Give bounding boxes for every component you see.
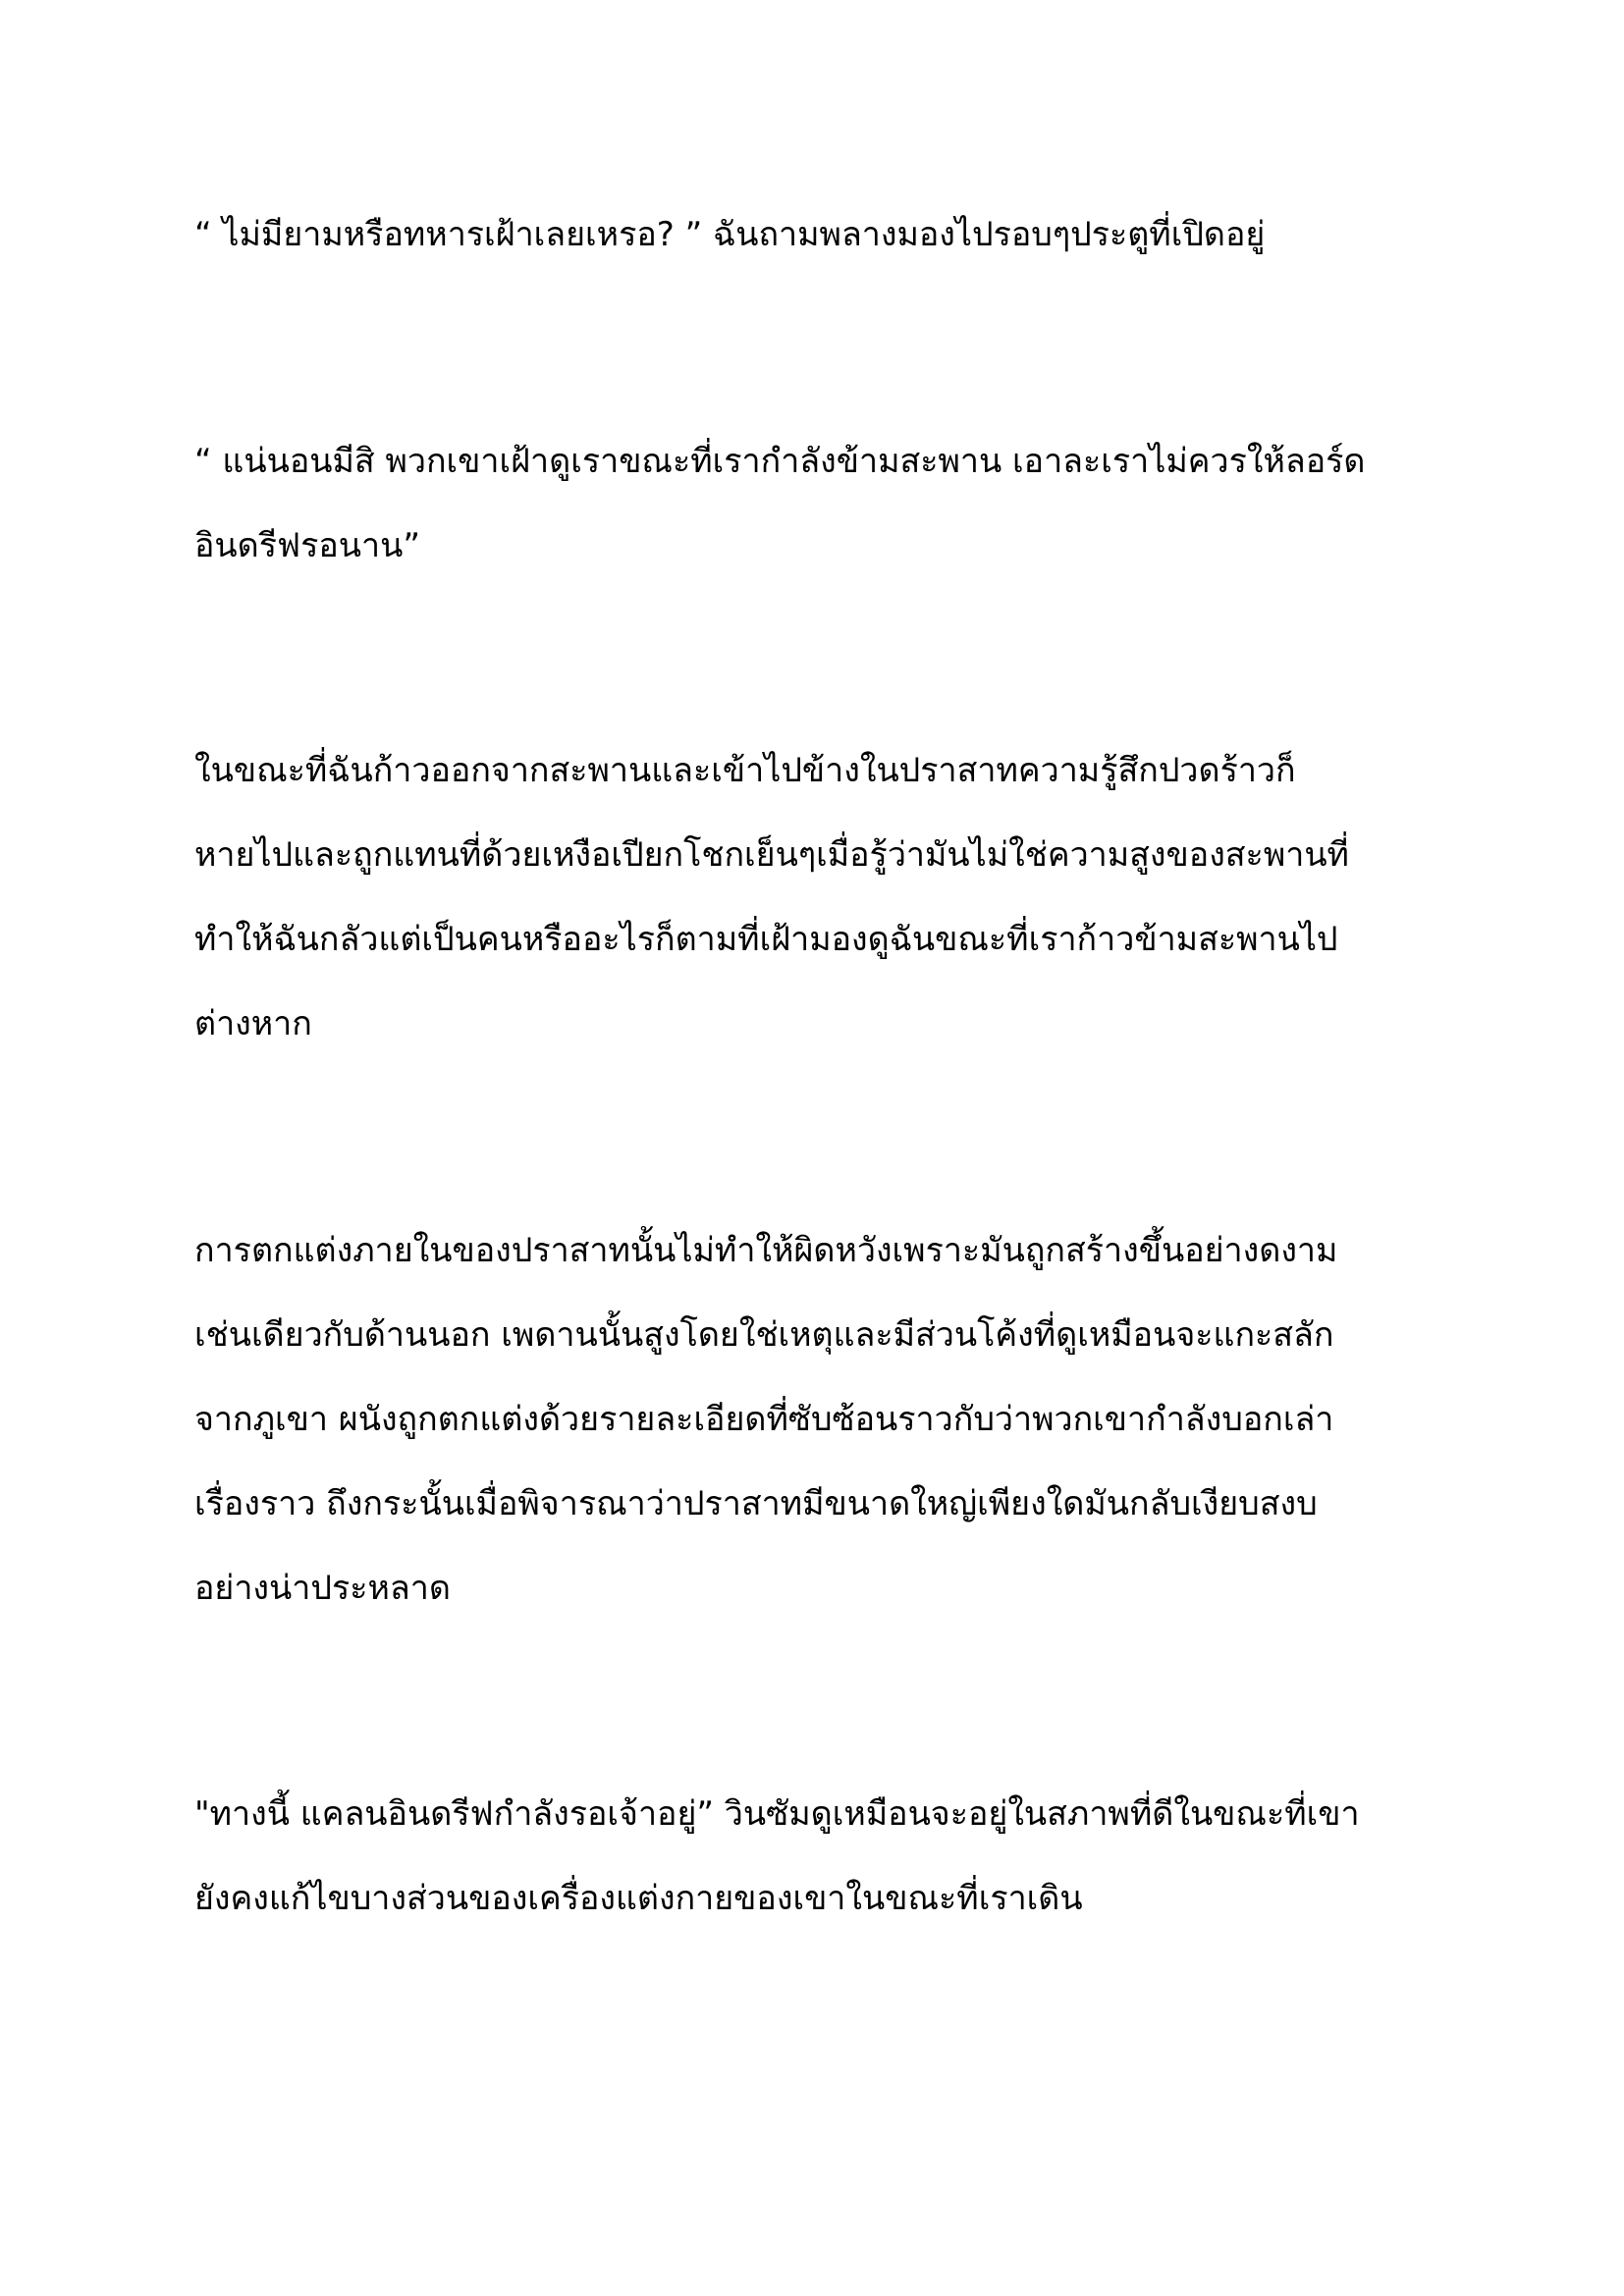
paragraph-line: จากภูเขา ผนังถูกตกแต่งด้วยรายละเอียดที่ซับซ้อนราวกับว่าพวกเขากำลังบอกเล่า bbox=[194, 1400, 1334, 1439]
paragraph-line: “ ไม่มียามหรือทหารเฝ้าเลยเหรอ? ” ฉันถามพลางมองไปรอบๆประตูที่เปิดอยู่ bbox=[194, 215, 1266, 254]
paragraph-line: ในขณะที่ฉันก้าวออกจากสะพานและเข้าไปข้างในปราสาทความรู้สึกปวดร้าวก็ bbox=[194, 751, 1296, 790]
paragraph-line: การตกแต่งภายในของปราสาทนั้นไม่ทำให้ผิดหวังเพราะมันถูกสร้างขึ้นอย่างดงาม bbox=[194, 1231, 1338, 1270]
paragraph-line: ต่างหาก bbox=[194, 1004, 312, 1043]
paragraph-line: "ทางนี้ แคลนอินดรีฟกำลังรอเจ้าอยู่” วินซัมดูเหมือนจะอยู่ในสภาพที่ดีในขณะที่เขา bbox=[194, 1794, 1360, 1834]
paragraph-4 bbox=[194, 1208, 1432, 1630]
paragraph-line: เรื่องราว ถึงกระนั้นเมื่อพิจารณาว่าปราสาทมีขนาดใหญ่เพียงใดมันกลับเงียบสงบ bbox=[194, 1484, 1318, 1523]
paragraph-3 bbox=[194, 728, 1432, 1066]
paragraph-line: อย่างน่าประหลาด bbox=[194, 1569, 451, 1608]
paragraph-line: ยังคงแก้ไขบางส่วนของเครื่องแต่งกายของเขาในขณะที่เราเดิน bbox=[194, 1879, 1083, 1918]
paragraph-line: หายไปและถูกแทนที่ด้วยเหงือเปียกโชกเย็นๆเมื่อรู้ว่ามันไม่ใช่ความสูงของสะพานที่ bbox=[194, 835, 1349, 875]
paragraph-line: ทำให้ฉันกลัวแต่เป็นคนหรืออะไรก็ตามที่เฝ้ามองดูฉันขณะที่เราก้าวข้ามสะพานไป bbox=[194, 920, 1338, 959]
paragraph-1 bbox=[194, 192, 1432, 277]
paragraph-5 bbox=[194, 1772, 1432, 1941]
paragraph-line: “ แน่นอนมีสิ พวกเขาเฝ้าดูเราขณะที่เรากำลังข้ามสะพาน เอาละเราไม่ควรให้ลอร์ด bbox=[194, 442, 1366, 481]
paragraph-line: เช่นเดียวกับด้านนอก เพดานนั้นสูงโดยใช่เหตุและมีส่วนโค้งที่ดูเหมือนจะแกะสลัก bbox=[194, 1315, 1334, 1355]
paragraph-line: อินดรีฟรอนาน” bbox=[194, 526, 420, 565]
paragraph-2 bbox=[194, 419, 1432, 588]
